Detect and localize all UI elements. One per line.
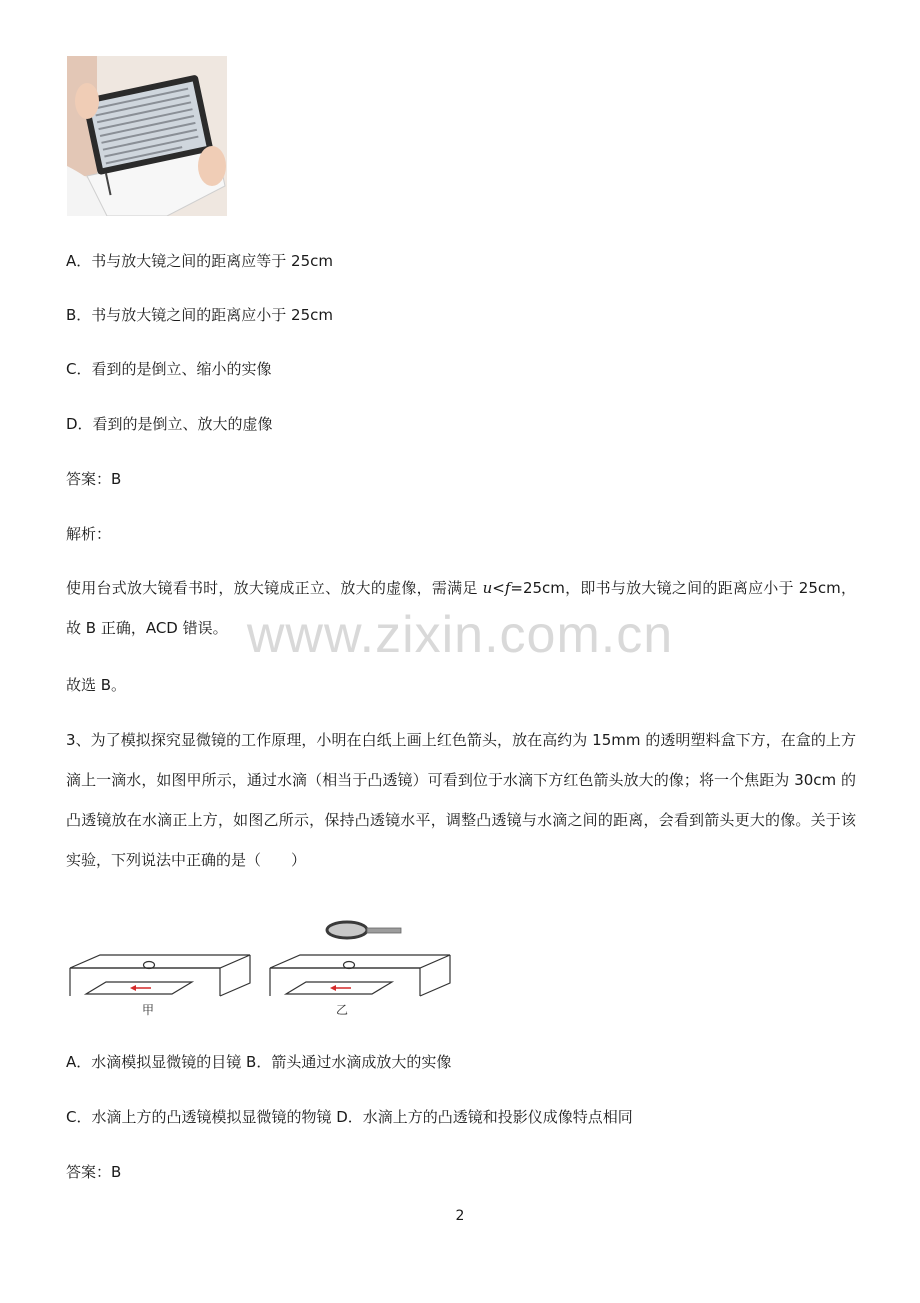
arrow-yi <box>330 985 351 991</box>
option-d: D．看到的是倒立、放大的虚像 <box>66 415 273 433</box>
q3-answer-line: 答案：B <box>66 1163 122 1181</box>
less-than-sign: < <box>492 579 505 597</box>
q3-options-row-2: C．水滴上方的凸透镜模拟显微镜的物镜 D．水滴上方的凸透镜和投影仪成像特点相同 <box>66 1108 633 1126</box>
analysis-text-2: =25cm，即书与放大镜之间的距离应小于 25cm，故 B 正确，ACD 错误。 <box>66 579 856 637</box>
q3-options-row-1: A．水滴模拟显微镜的目镜 B．箭头通过水滴成放大的实像 <box>66 1053 452 1071</box>
var-f: f <box>504 579 511 597</box>
option-c: C．看到的是倒立、缩小的实像 <box>66 360 272 378</box>
desktop-magnifier-photo <box>67 56 227 216</box>
question-3-stem <box>66 720 856 880</box>
label-yi: 乙 <box>336 1003 349 1017</box>
figure-jia <box>70 955 250 996</box>
arrow-jia <box>130 985 151 991</box>
analysis-label: 解析： <box>66 525 112 543</box>
option-b: B．书与放大镜之间的距离应小于 25cm <box>66 306 334 324</box>
analysis-paragraph <box>66 568 856 648</box>
conclusion-line: 故选 B。 <box>66 676 127 694</box>
experiment-figure <box>66 912 456 1024</box>
watermark: www.zixin.com.cn <box>246 606 674 664</box>
figure-yi <box>270 955 450 996</box>
var-u: u <box>482 579 493 597</box>
page-number: 2 <box>455 1208 465 1224</box>
label-jia: 甲 <box>142 1003 155 1017</box>
convex-lens-icon <box>327 922 401 938</box>
question-3-text: 3、为了模拟探究显微镜的工作原理，小明在白纸上画上红色箭头，放在高约为 15mm 的透明塑料盒下方，在盒的上方滴上一滴水，如图甲所示，通过水滴（相当于凸透镜）可看到位于水滴下方红色箭头放大的像；将一个焦距为 30cm 的凸透镜放在水滴正上方，如图乙所示，保持凸透镜水平，调整凸透镜与水滴之间的距离，会看到箭头更大的像。关于该实验，下列说法中正确的是（ ） <box>66 731 856 869</box>
answer-line: 答案：B <box>66 470 122 488</box>
option-a: A．书与放大镜之间的距离应等于 25cm <box>66 252 333 270</box>
analysis-text-1: 使用台式放大镜看书时，放大镜成正立、放大的虚像，需满足 <box>66 579 483 597</box>
